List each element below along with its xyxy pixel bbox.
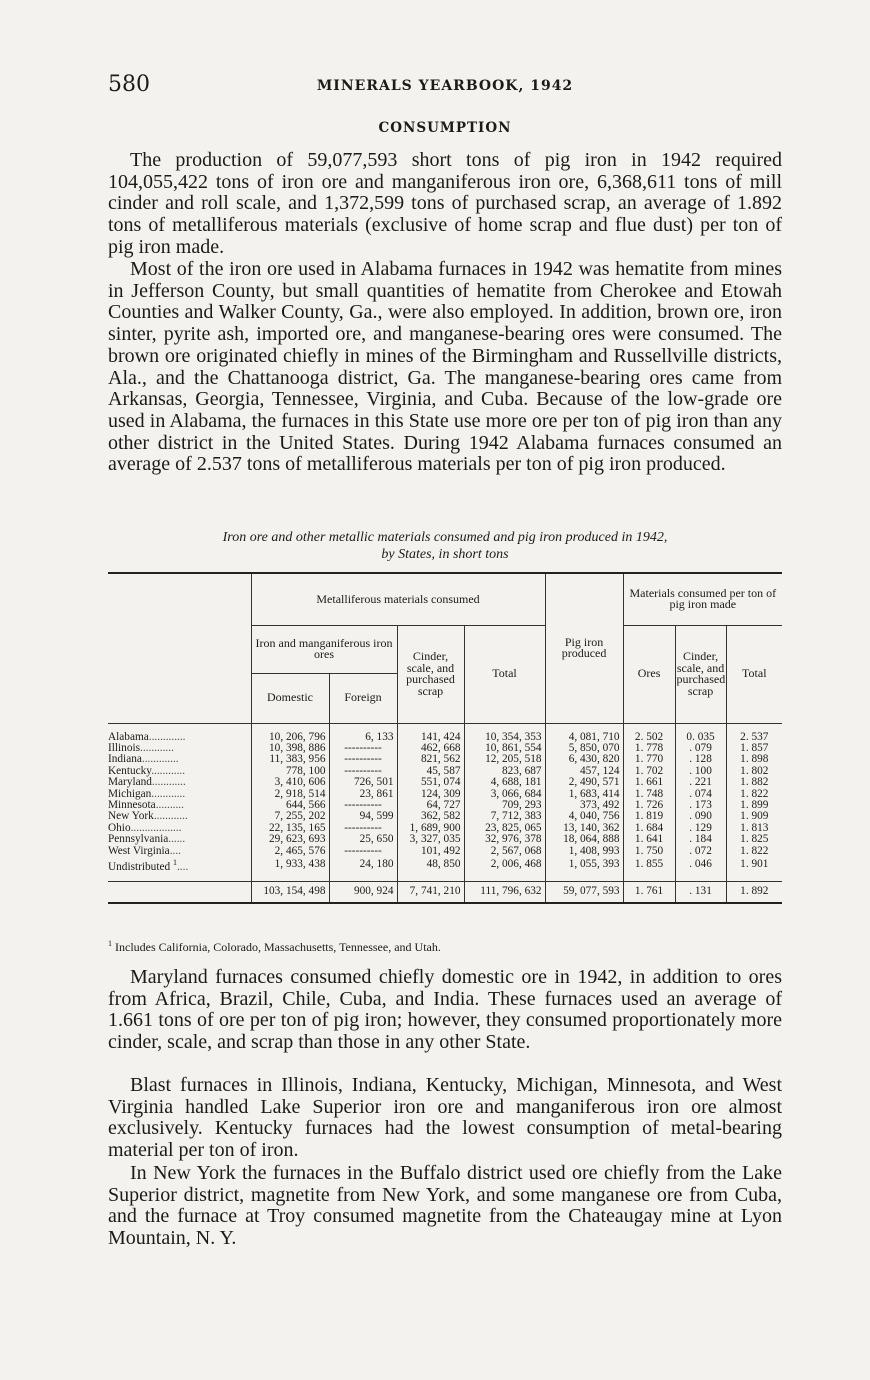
total-cell-foreign: 900, 924 [329,882,397,903]
cell-state [108,811,251,822]
cell-state [108,800,251,811]
page-header [108,72,782,102]
cell-state [108,754,251,765]
cell-total-per-ton: 1. 802 [726,766,782,777]
table-row [108,743,782,754]
cell-cinder-per-ton: . 072 [675,846,726,857]
table-caption-line-1: Iron ore and other metallic materials consumed and pig iron produced in 1942, [222,530,668,545]
state-name: Maryland [108,777,152,789]
cell-total: 7, 712, 383 [464,811,545,822]
cell-cinder: 64, 727 [397,800,464,811]
footnote-text: Includes California, Colorado, Massachusetts, Tennessee, and Utah. [115,940,441,954]
paragraph-new-york: In New York the furnaces in the Buffalo district used ore chiefly from the Lake Superior district, magnetite from New York, and some manganese ore from Cuba, and the furnace at Troy consumed magnetite from the Chateaugay mine at Lyon Mountain, N. Y. [108,1162,782,1250]
cell-cinder: 462, 668 [397,743,464,754]
cell-total: 2, 006, 468 [464,857,545,873]
state-name: Pennsylvania [108,834,169,846]
state-name: Undistributed [108,860,171,873]
cell-state [108,834,251,845]
cell-ores: 1. 661 [623,777,675,788]
running-head: MINERALS YEARBOOK, 1942 [316,78,574,94]
state-name: Indiana [108,754,142,766]
leader-dots: ............. [148,731,186,743]
cell-domestic: 29, 623, 693 [251,834,329,845]
total-cell-total: 111, 796, 632 [464,882,545,903]
cell-total-per-ton: 1. 899 [726,800,782,811]
cell-cinder-per-ton: . 079 [675,743,726,754]
cell-state [108,766,251,777]
cell-state [108,732,251,743]
cell-ores: 1. 726 [623,800,675,811]
header-iron-ores: Iron and manganiferous iron ores [251,625,397,673]
header-ores: Ores [623,625,675,723]
cell-cinder-per-ton: . 090 [675,811,726,822]
state-name: Kentucky [108,765,152,777]
header-metalliferous: Metalliferous materials consumed [251,573,545,625]
cell-domestic: 7, 255, 202 [251,811,329,822]
header-materials-per-ton: Materials consumed per ton of pig iron made [623,573,782,625]
footnote-marker: 1 [108,939,112,948]
cell-pig-iron: 1, 408, 993 [545,846,623,857]
total-cell-domestic: 103, 154, 498 [251,882,329,903]
cell-total-per-ton: 1. 825 [726,834,782,845]
state-name: West Virginia [108,845,170,857]
header-pig-iron: Pig iron produced [545,573,623,723]
cell-cinder-per-ton: 0. 035 [675,732,726,743]
cell-cinder-per-ton: . 184 [675,834,726,845]
cell-pig-iron: 373, 492 [545,800,623,811]
cell-pig-iron: 13, 140, 362 [545,823,623,834]
leader-dots: ............ [153,811,188,823]
cell-cinder: 48, 850 [397,857,464,873]
paragraph-pig-iron-production: The production of 59,077,593 short tons of pig iron in 1942 required 104,055,422 tons of iron ore and manganiferous iron ore, 6,368,611 tons of mill cinder and roll scale, and 1,372,599 tons of purchased scrap, an average of 1.892 tons of metalliferous materials (exclusive of home scrap and flue dust) per ton of pig iron made. [108,149,782,258]
cell-total-per-ton: 1. 882 [726,777,782,788]
table-caption [108,529,782,563]
state-name: Michigan [108,788,152,800]
cell-pig-iron: 4, 081, 710 [545,732,623,743]
cell-total-per-ton: 1. 898 [726,754,782,765]
state-name: Ohio [108,822,131,834]
cell-domestic: 22, 135, 165 [251,823,329,834]
total-cell-pig-iron: 59, 077, 593 [545,882,623,903]
cell-cinder-per-ton: . 221 [675,777,726,788]
page-number: 580 [108,72,150,97]
header-cinder: Cinder, scale, and purchased scrap [397,625,464,723]
section-title: CONSUMPTION [378,120,512,136]
cell-state [108,743,251,754]
cell-total: 23, 825, 065 [464,823,545,834]
table-row [108,800,782,811]
cell-state [108,882,251,903]
cell-ores: 1. 641 [623,834,675,845]
cell-foreign: 726, 501 [329,777,397,788]
cell-domestic: 10, 206, 796 [251,732,329,743]
table-row [108,811,782,822]
cell-ores: 1. 778 [623,743,675,754]
table-total-row [108,882,782,903]
cell-domestic: 2, 918, 514 [251,789,329,800]
cell-cinder: 45, 587 [397,766,464,777]
cell-total: 32, 976, 378 [464,834,545,845]
cell-foreign: 24, 180 [329,857,397,873]
cell-ores: 2. 502 [623,732,675,743]
table-row [108,766,782,777]
cell-foreign: ---------- [329,766,397,777]
cell-pig-iron: 1, 683, 414 [545,789,623,800]
header-foreign: Foreign [329,673,397,723]
cell-total-per-ton: 1. 901 [726,857,782,873]
cell-total-per-ton: 1. 857 [726,743,782,754]
cell-total: 823, 687 [464,766,545,777]
leader-dots: .... [176,860,189,873]
cell-state [108,789,251,800]
table-body [108,723,782,903]
leader-dots: ...... [168,834,186,846]
cell-domestic: 1, 933, 438 [251,857,329,873]
cell-cinder: 101, 492 [397,846,464,857]
leader-dots: ............. [141,754,179,766]
cell-foreign: ---------- [329,754,397,765]
cell-foreign: ---------- [329,743,397,754]
cell-cinder-per-ton: . 100 [675,766,726,777]
cell-domestic: 10, 398, 886 [251,743,329,754]
cell-ores: 1. 750 [623,846,675,857]
cell-domestic: 644, 566 [251,800,329,811]
cell-foreign: 6, 133 [329,732,397,743]
cell-total: 12, 205, 518 [464,754,545,765]
state-name: Alabama [108,731,149,743]
leader-dots: ............ [151,788,186,800]
cell-cinder: 821, 562 [397,754,464,765]
state-name: Minnesota [108,799,156,811]
cell-pig-iron: 457, 124 [545,766,623,777]
cell-ores: 1. 748 [623,789,675,800]
leader-dots: .......... [155,799,184,811]
cell-domestic: 2, 465, 576 [251,846,329,857]
cell-total: 4, 688, 181 [464,777,545,788]
table-row [108,834,782,845]
header-state [108,573,251,723]
cell-cinder-per-ton: . 074 [675,789,726,800]
cell-total: 2, 567, 068 [464,846,545,857]
cell-ores: 1. 770 [623,754,675,765]
table-footnote [108,939,782,955]
cell-total: 10, 354, 353 [464,732,545,743]
cell-cinder: 3, 327, 035 [397,834,464,845]
table-row [108,846,782,857]
paragraph-lake-superior: Blast furnaces in Illinois, Indiana, Kentucky, Michigan, Minnesota, and West Virginia handled Lake Superior iron ore and manganiferous iron ore almost exclusively. Kentucky furnaces had the lowest consumption of metal-bearing material per ton of iron. [108,1074,782,1162]
cell-total-per-ton: 1. 822 [726,789,782,800]
cell-cinder: 124, 309 [397,789,464,800]
cell-state [108,846,251,857]
cell-pig-iron: 5, 850, 070 [545,743,623,754]
table-row [108,732,782,743]
cell-cinder-per-ton: . 173 [675,800,726,811]
cell-foreign: ---------- [329,823,397,834]
cell-pig-iron: 4, 040, 756 [545,811,623,822]
state-footnote-marker: 1 [172,857,177,867]
cell-foreign: 94, 599 [329,811,397,822]
cell-ores: 1. 702 [623,766,675,777]
cell-total: 10, 861, 554 [464,743,545,754]
header-total-per-ton: Total [726,625,782,723]
total-cell-ores: 1. 761 [623,882,675,903]
state-name: New York [108,811,154,823]
leader-dots: .................. [130,822,182,834]
cell-state [108,857,251,873]
leader-dots: ............ [140,742,174,754]
header-total: Total [464,625,545,723]
cell-ores: 1. 855 [623,857,675,873]
table-row [108,754,782,765]
state-name: Illinois [108,742,141,754]
cell-cinder: 141, 424 [397,732,464,743]
cell-total-per-ton: 1. 822 [726,846,782,857]
cell-foreign: ---------- [329,800,397,811]
cell-total-per-ton: 2. 537 [726,732,782,743]
leader-dots: ............ [151,777,186,789]
cell-cinder-per-ton: . 128 [675,754,726,765]
total-cell-cinder-per-ton: . 131 [675,882,726,903]
cell-domestic: 778, 100 [251,766,329,777]
cell-foreign: 23, 861 [329,789,397,800]
cell-pig-iron: 1, 055, 393 [545,857,623,873]
cell-ores: 1. 819 [623,811,675,822]
leader-dots: .... [169,845,181,857]
total-cell-total-per-ton: 1. 892 [726,882,782,903]
cell-foreign: ---------- [329,846,397,857]
total-cell-cinder: 7, 741, 210 [397,882,464,903]
paragraph-maryland: Maryland furnaces consumed chiefly domestic ore in 1942, in addition to ores from Africa, Brazil, Chile, Cuba, and India. These furnaces used an average of 1.661 tons of ore per ton of pig iron; however, they consumed proportionately more cinder, scale, and scrap than those in any other State. [108,966,782,1054]
cell-pig-iron: 2, 490, 571 [545,777,623,788]
cell-state [108,823,251,834]
cell-ores: 1. 684 [623,823,675,834]
table-row [108,777,782,788]
cell-state [108,777,251,788]
header-cinder-per-ton: Cinder, scale, and purchased scrap [675,625,726,723]
paragraph-alabama-ores: Most of the iron ore used in Alabama furnaces in 1942 was hematite from mines in Jefferson County, but small quantities of hematite from Cherokee and Etowah Counties and Walker County, Ga., were also employed. In addition, brown ore, iron sinter, pyrite ash, imported ore, and manganese-bearing ores were consumed. The brown ore originated chiefly in mines of the Birmingham and Russellville districts, Ala., and the Chattanooga district, Ga. The manganese-bearing ores came from Arkansas, Georgia, Tennessee, Virginia, and Cuba. Because of the low-grade ore used in Alabama, the furnaces in this State use more ore per ton of pig iron than any other district in the United States. During 1942 Alabama furnaces consumed an average of 2.537 tons of metalliferous materials per ton of pig iron produced. [108,258,782,476]
cell-total-per-ton: 1. 909 [726,811,782,822]
cell-cinder: 362, 582 [397,811,464,822]
cell-cinder-per-ton: . 129 [675,823,726,834]
cell-cinder: 1, 689, 900 [397,823,464,834]
consumption-table [108,572,782,904]
cell-pig-iron: 18, 064, 888 [545,834,623,845]
cell-cinder-per-ton: . 046 [675,857,726,873]
table-row [108,823,782,834]
cell-cinder: 551, 074 [397,777,464,788]
cell-domestic: 3, 410, 606 [251,777,329,788]
table-row [108,789,782,800]
cell-total: 709, 293 [464,800,545,811]
table-row [108,857,782,873]
cell-total-per-ton: 1. 813 [726,823,782,834]
cell-foreign: 25, 650 [329,834,397,845]
cell-total: 3, 066, 684 [464,789,545,800]
table-caption-line-2: by States, in short tons [381,547,509,562]
cell-pig-iron: 6, 430, 820 [545,754,623,765]
cell-domestic: 11, 383, 956 [251,754,329,765]
leader-dots: ............ [151,765,186,777]
header-domestic: Domestic [251,673,329,723]
